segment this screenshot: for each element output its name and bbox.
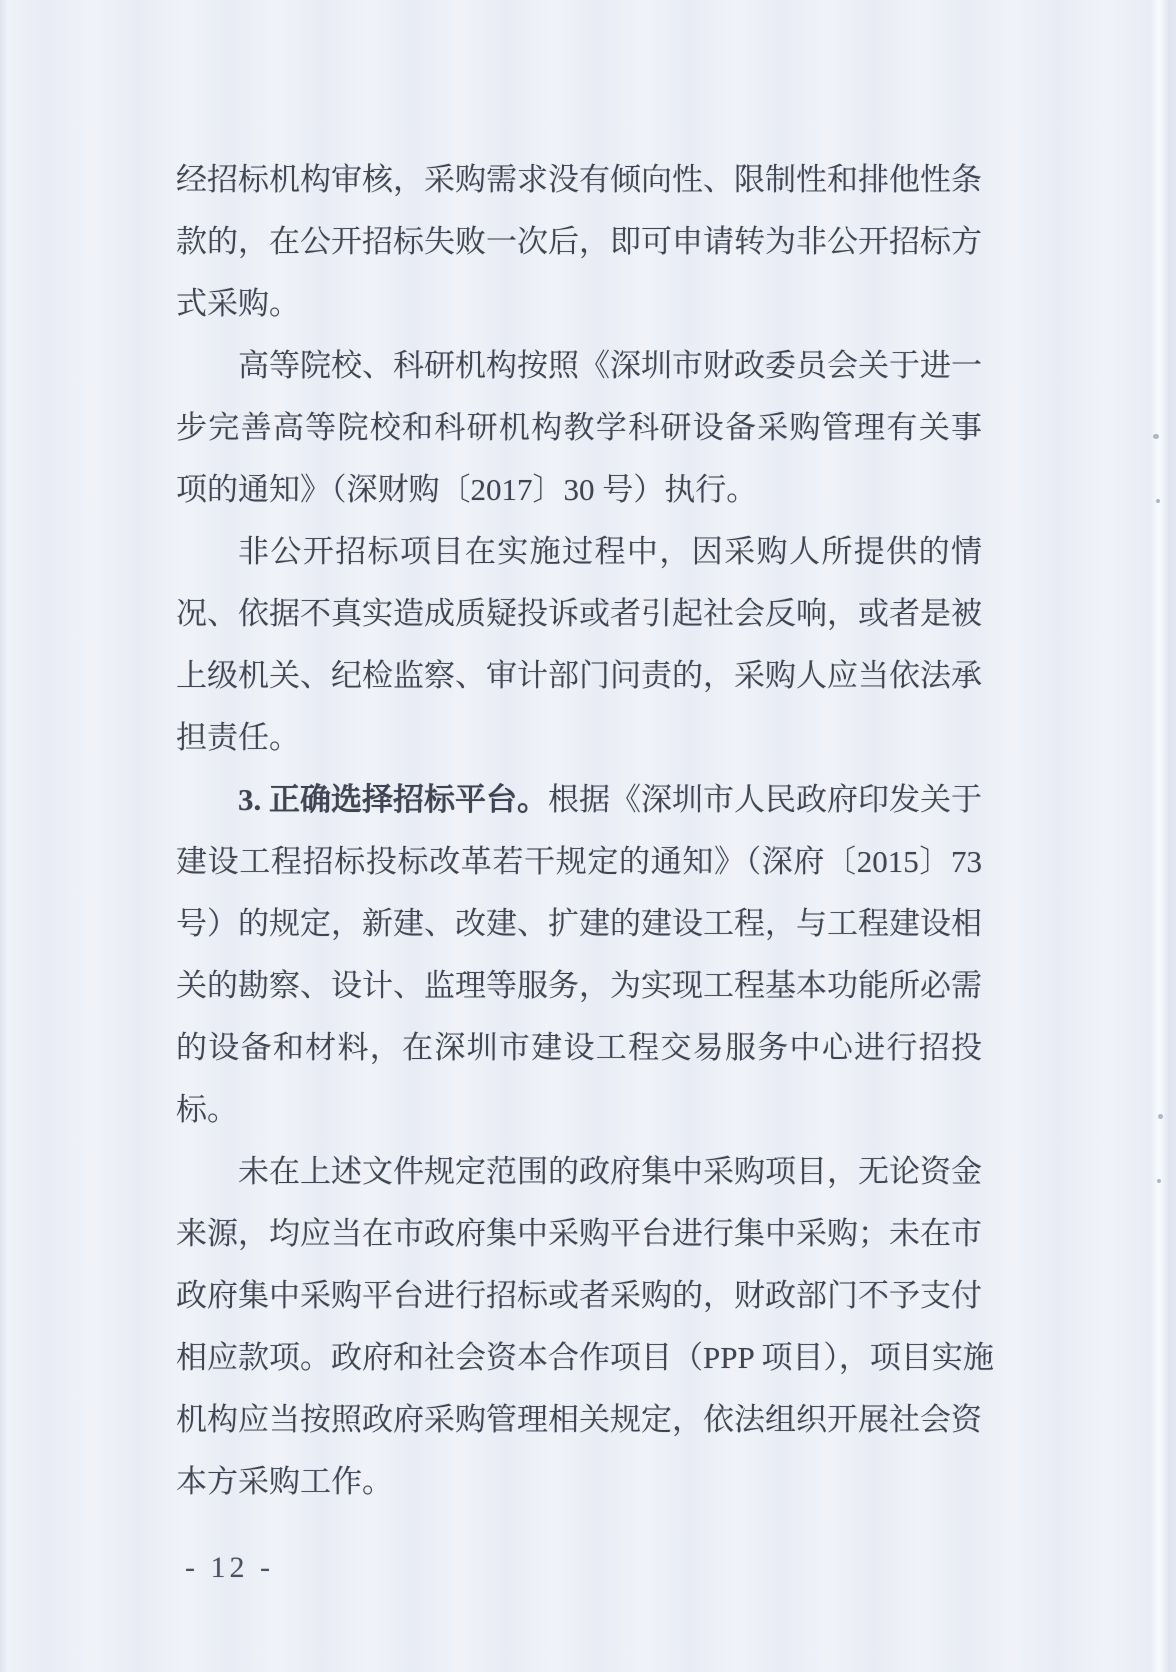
text-line: 标。 bbox=[176, 1092, 238, 1127]
text-line: 高等院校、科研机构按照《深圳市财政委员会关于进一 bbox=[238, 348, 982, 383]
scan-speck bbox=[1157, 1179, 1161, 1183]
text-line: 步完善高等院校和科研机构教学科研设备采购管理有关事 bbox=[176, 410, 982, 445]
text-line: 式采购。 bbox=[176, 286, 300, 321]
text-line: 上级机关、纪检监察、审计部门问责的，采购人应当依法承 bbox=[176, 658, 982, 693]
section-heading-bold: 3. 正确选择招标平台。 bbox=[238, 782, 548, 817]
page-number: - 12 - bbox=[185, 1551, 274, 1584]
text-line: 关的勘察、设计、监理等服务，为实现工程基本功能所必需 bbox=[176, 968, 982, 1003]
scan-speck bbox=[1156, 499, 1160, 503]
text-line: 担责任。 bbox=[176, 720, 300, 755]
text-line: 经招标机构审核，采购需求没有倾向性、限制性和排他性条 bbox=[176, 162, 982, 197]
text-line: 的设备和材料，在深圳市建设工程交易服务中心进行招投 bbox=[176, 1030, 982, 1065]
text-line: 非公开招标项目在实施过程中，因采购人所提供的情 bbox=[238, 534, 982, 569]
text-line: 况、依据不真实造成质疑投诉或者引起社会反响，或者是被 bbox=[176, 596, 982, 631]
section-heading-rest: 根据《深圳市人民政府印发关于 bbox=[548, 782, 982, 817]
text-line: 本方采购工作。 bbox=[176, 1464, 393, 1499]
text-line: 政府集中采购平台进行招标或者采购的，财政部门不予支付 bbox=[176, 1278, 982, 1313]
text-line: 建设工程招标投标改革若干规定的通知》（深府〔2015〕73 bbox=[176, 844, 982, 879]
text-line: 款的，在公开招标失败一次后，即可申请转为非公开招标方 bbox=[176, 224, 982, 259]
text-line: 机构应当按照政府采购管理相关规定，依法组织开展社会资 bbox=[176, 1402, 982, 1437]
text-line: 相应款项。政府和社会资本合作项目（PPP 项目），项目实施 bbox=[176, 1340, 994, 1375]
document-text-block bbox=[176, 149, 994, 1513]
text-line: 未在上述文件规定范围的政府集中采购项目，无论资金 bbox=[238, 1154, 982, 1189]
text-line: 号）的规定，新建、改建、扩建的建设工程，与工程建设相 bbox=[176, 906, 982, 941]
text-line: 项的通知》（深财购〔2017〕30 号）执行。 bbox=[176, 472, 758, 507]
scan-speck bbox=[1153, 434, 1159, 439]
scan-speck bbox=[1158, 1114, 1163, 1119]
text-line-section-heading bbox=[176, 769, 982, 831]
text-line: 来源，均应当在市政府集中采购平台进行集中采购；未在市 bbox=[176, 1216, 982, 1251]
